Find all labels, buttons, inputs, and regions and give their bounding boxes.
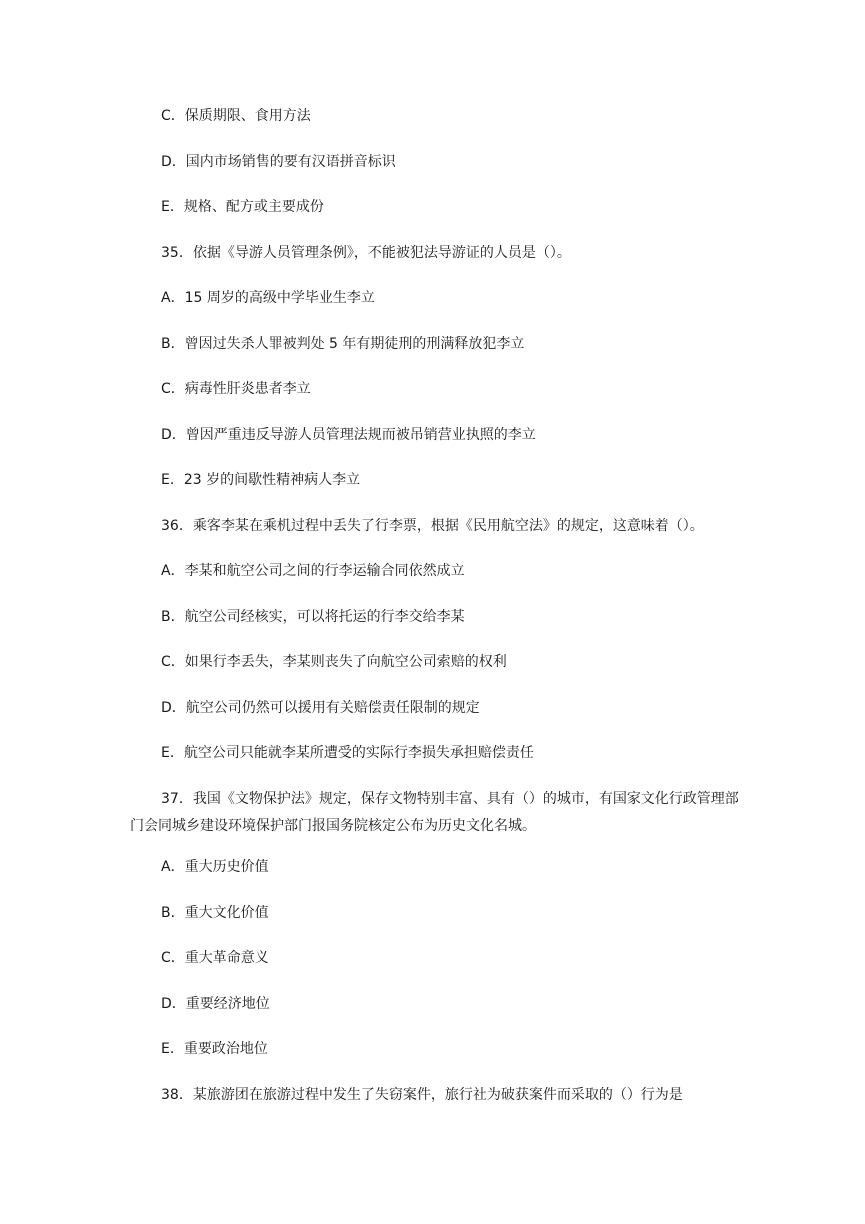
option-text: A．15 周岁的高级中学毕业生李立: [161, 290, 375, 306]
option-text: D．国内市场销售的要有汉语拼音标识: [161, 154, 396, 170]
option-text: D．曾因严重违反导游人员管理法规而被吊销营业执照的李立: [161, 427, 536, 443]
option-text: B．曾因过失杀人罪被判处 5 年有期徒刑的刑满释放犯李立: [161, 336, 525, 352]
option-text: A．重大历史价值: [161, 859, 269, 875]
option-text: E．规格、配方或主要成份: [161, 199, 324, 215]
option-text: E．重要政治地位: [161, 1041, 268, 1057]
option-text: C．保质期限、食用方法: [161, 108, 311, 124]
option-text: E．航空公司只能就李某所遭受的实际行李损失承担赔偿责任: [161, 745, 534, 761]
question-text: 36．乘客李某在乘机过程中丢失了行李票，根据《民用航空法》的规定，这意味着（）。: [161, 518, 704, 534]
option-text: C．如果行李丢失，李某则丧失了向航空公司索赔的权利: [161, 654, 507, 670]
question-text: 37．我国《文物保护法》规定，保存文物特别丰富、具有（）的城市，有国家文化行政管理部门会同城乡建设环境保护部门报国务院核定公布为历史文化名城。: [130, 791, 739, 834]
option-text: E．23 岁的间歇性精神病人李立: [161, 472, 361, 488]
option-text: D．航空公司仍然可以援用有关赔偿责任限制的规定: [161, 700, 480, 716]
option-text: C．病毒性肝炎患者李立: [161, 381, 311, 397]
option-text: C．重大革命意义: [161, 950, 269, 966]
question-text: 35．依据《导游人员管理条例》，不能被犯法导游证的人员是（）。: [161, 245, 571, 261]
option-text: A．李某和航空公司之间的行李运输合同依然成立: [161, 563, 465, 579]
option-text: D．重要经济地位: [161, 996, 270, 1012]
question-text: 38．某旅游团在旅游过程中发生了失窃案件，旅行社为破获案件而采取的（）行为是: [161, 1087, 683, 1103]
option-text: B．重大文化价值: [161, 905, 269, 921]
option-text: B．航空公司经核实，可以将托运的行李交给李某: [161, 609, 465, 625]
